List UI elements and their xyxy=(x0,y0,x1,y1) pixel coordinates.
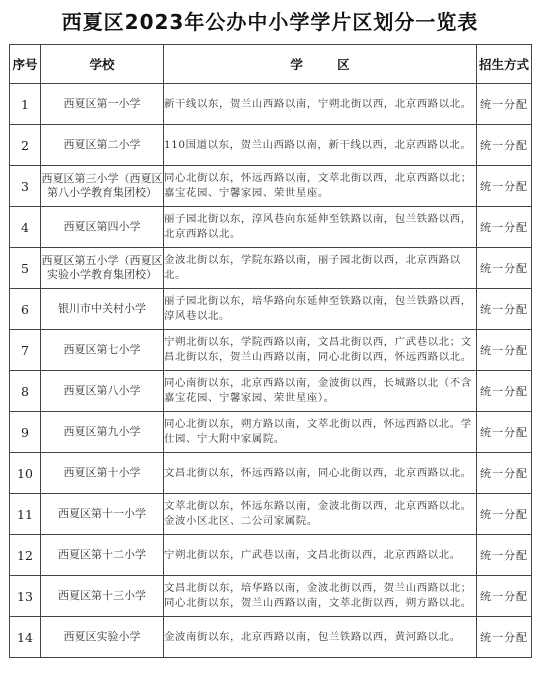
district-area: 宁朔北街以东，广武巷以南，文昌北街以西，北京西路以北。 xyxy=(164,535,477,576)
school-name: 西夏区第一小学 xyxy=(41,84,164,125)
table-row xyxy=(10,84,532,125)
school-name: 西夏区第九小学 xyxy=(41,412,164,453)
table-row xyxy=(10,125,532,166)
enrollment-method: 统一分配 xyxy=(477,330,532,371)
header-method: 招生方式 xyxy=(477,45,532,84)
enrollment-method: 统一分配 xyxy=(477,453,532,494)
enrollment-method: 统一分配 xyxy=(477,535,532,576)
row-number: 4 xyxy=(10,207,41,248)
table-row xyxy=(10,535,532,576)
row-number: 11 xyxy=(10,494,41,535)
row-number: 7 xyxy=(10,330,41,371)
district-area: 文昌北街以东，培华路以南，金波北街以西，贺兰山西路以北；同心北街以东，贺兰山西路以南，文萃北街以西，朔方路以北。 xyxy=(164,576,477,617)
header-num: 序号 xyxy=(10,45,41,84)
school-name: 西夏区第五小学（西夏区实验小学教育集团校） xyxy=(41,248,164,289)
district-area: 文昌北街以东，怀远西路以南，同心北街以西，北京西路以北。 xyxy=(164,453,477,494)
row-number: 9 xyxy=(10,412,41,453)
enrollment-method: 统一分配 xyxy=(477,576,532,617)
district-area: 金波北街以东，学院东路以南，丽子园北街以西，北京西路以北。 xyxy=(164,248,477,289)
school-name: 西夏区第十小学 xyxy=(41,453,164,494)
school-name: 西夏区第十二小学 xyxy=(41,535,164,576)
page-title: 西夏区2023年公办中小学学片区划分一览表 xyxy=(61,9,479,34)
district-area: 同心南街以东，北京西路以南，金波街以西，长城路以北（不含嘉宝花园、宁馨家园、荣世星座）。 xyxy=(164,371,477,412)
school-name: 银川市中关村小学 xyxy=(41,289,164,330)
table-row xyxy=(10,412,532,453)
table-row xyxy=(10,248,532,289)
table-row xyxy=(10,289,532,330)
school-name: 西夏区第十三小学 xyxy=(41,576,164,617)
table-row xyxy=(10,330,532,371)
table-row xyxy=(10,453,532,494)
header-row xyxy=(10,45,532,84)
enrollment-method: 统一分配 xyxy=(477,125,532,166)
district-area: 丽子园北街以东，培华路向东延伸至铁路以南，包兰铁路以西，淳风巷以北。 xyxy=(164,289,477,330)
enrollment-method: 统一分配 xyxy=(477,617,532,658)
row-number: 8 xyxy=(10,371,41,412)
row-number: 3 xyxy=(10,166,41,207)
row-number: 10 xyxy=(10,453,41,494)
school-district-table xyxy=(9,44,532,658)
row-number: 2 xyxy=(10,125,41,166)
row-number: 13 xyxy=(10,576,41,617)
row-number: 5 xyxy=(10,248,41,289)
enrollment-method: 统一分配 xyxy=(477,166,532,207)
school-name: 西夏区第三小学（西夏区第八小学教育集团校） xyxy=(41,166,164,207)
row-number: 6 xyxy=(10,289,41,330)
district-area: 文萃北街以东，怀远东路以南，金波北街以西，北京西路以北。金波小区北区、二公司家属院。 xyxy=(164,494,477,535)
school-name: 西夏区第八小学 xyxy=(41,371,164,412)
table-row xyxy=(10,166,532,207)
school-name: 西夏区第七小学 xyxy=(41,330,164,371)
row-number: 1 xyxy=(10,84,41,125)
enrollment-method: 统一分配 xyxy=(477,84,532,125)
enrollment-method: 统一分配 xyxy=(477,289,532,330)
school-name: 西夏区第十一小学 xyxy=(41,494,164,535)
enrollment-method: 统一分配 xyxy=(477,207,532,248)
table-row xyxy=(10,576,532,617)
table-row xyxy=(10,494,532,535)
school-name: 西夏区实验小学 xyxy=(41,617,164,658)
enrollment-method: 统一分配 xyxy=(477,412,532,453)
district-area: 金波南街以东，北京西路以南，包兰铁路以西，黄河路以北。 xyxy=(164,617,477,658)
district-area: 新干线以东，贺兰山西路以南，宁朔北街以西，北京西路以北。 xyxy=(164,84,477,125)
table-row xyxy=(10,371,532,412)
enrollment-method: 统一分配 xyxy=(477,248,532,289)
header-school: 学校 xyxy=(41,45,164,84)
school-name: 西夏区第二小学 xyxy=(41,125,164,166)
district-area: 110国道以东，贺兰山西路以南，新干线以西，北京西路以北。 xyxy=(164,125,477,166)
table-row xyxy=(10,207,532,248)
table-row xyxy=(10,617,532,658)
row-number: 12 xyxy=(10,535,41,576)
row-number: 14 xyxy=(10,617,41,658)
enrollment-method: 统一分配 xyxy=(477,494,532,535)
district-area: 同心北街以东，朔方路以南，文萃北街以西，怀远西路以北。学仕园、宁大附中家属院。 xyxy=(164,412,477,453)
district-area: 宁朔北街以东，学院西路以南，文昌北街以西，广武巷以北；文昌北街以东，贺兰山西路以南，同心北街以西，怀远西路以北。 xyxy=(164,330,477,371)
district-area: 丽子园北街以东，淳风巷向东延伸至铁路以南，包兰铁路以西，北京西路以北。 xyxy=(164,207,477,248)
district-area: 同心北街以东，怀远西路以南，文萃北街以西，北京西路以北；嘉宝花园、宁馨家园、荣世星座。 xyxy=(164,166,477,207)
header-area: 学 区 xyxy=(164,45,477,84)
school-name: 西夏区第四小学 xyxy=(41,207,164,248)
enrollment-method: 统一分配 xyxy=(477,371,532,412)
